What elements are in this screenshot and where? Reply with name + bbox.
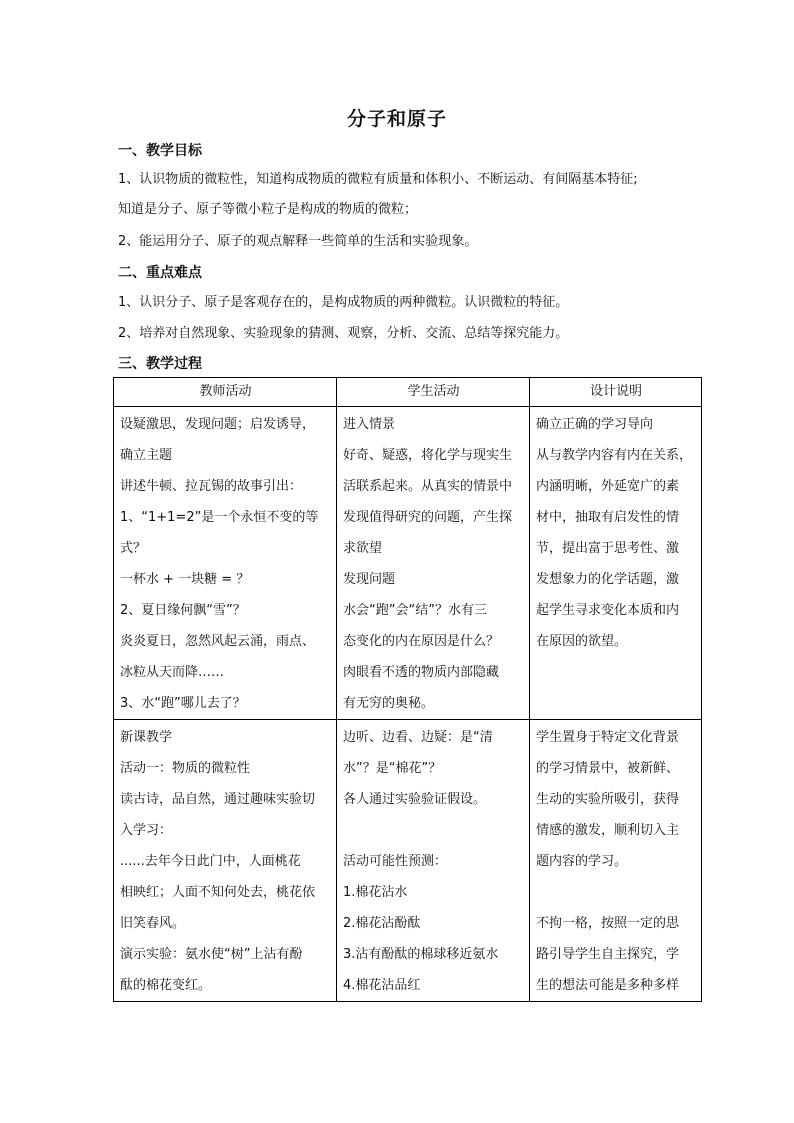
cell-line: 发想象力的化学话题，激 — [536, 572, 680, 587]
header-design-notes: 设计说明 — [530, 378, 702, 407]
cell-line: 发现值得研究的问题，产生探 — [343, 510, 513, 525]
cell-line: 一杯水 + 一块糖 = ？ — [120, 572, 250, 587]
cell-line: 1.棉花沾水 — [343, 885, 408, 900]
objective-line-1: 1、认识物质的微粒性，知道构成物质的微粒有质量和体积小、不断运动、有间隔基本特征; — [118, 172, 638, 187]
table-row — [114, 407, 702, 720]
key-point-line-1: 1、认识分子、原子是客观存在的，是构成物质的两种微粒。认识微粒的特征。 — [118, 295, 569, 310]
cell-line: 旧笑春风。 — [120, 916, 186, 931]
cell-line: ......去年今日此门中，人面桃花 — [120, 854, 301, 869]
header-teacher-activity: 教师活动 — [114, 378, 337, 407]
objective-line-2: 知道是分子、原子等微小粒子是构成的物质的微粒； — [118, 202, 418, 217]
teaching-process-table — [113, 377, 702, 1002]
cell-line: 学生置身于特定文化背景 — [536, 730, 680, 745]
table-header-row — [114, 378, 702, 407]
cell-line: 入学习： — [120, 823, 173, 838]
cell-line: 生的想法可能是多种多样 — [536, 978, 680, 993]
cell-line: 活联系起来。从真实的情景中 — [343, 479, 513, 494]
cell-line: 新课教学 — [120, 730, 173, 745]
key-point-line-2: 2、培养对自然现象、实验现象的猜测、观察，分析、交流、总结等探究能力。 — [118, 326, 569, 341]
cell-line: 起学生寻求变化本质和内 — [536, 603, 680, 618]
cell-line: 情感的激发，顺利切入主 — [536, 823, 680, 838]
cell-line: 不拘一格，按照一定的思 — [536, 916, 680, 931]
design-notes-cell — [530, 407, 702, 720]
cell-line: 3.沾有酚酞的棉球移近氨水 — [343, 947, 499, 962]
cell-line: 2.棉花沾酚酞 — [343, 916, 421, 931]
cell-line: 设疑激思，发现问题；启发诱导， — [120, 417, 316, 432]
cell-line: 在原因的欲望。 — [536, 634, 628, 649]
cell-line: 2、夏日缘何飘“雪”？ — [120, 603, 246, 618]
cell-line: 题内容的学习。 — [536, 854, 628, 869]
cell-line: 冰粒从天而降…… — [120, 665, 225, 680]
cell-line: 式？ — [120, 541, 147, 556]
cell-line: 水”？是“棉花”？ — [343, 761, 442, 776]
objective-line-3: 2、能运用分子、原子的观点解释一些简单的生活和实验现象。 — [118, 234, 478, 249]
cell-line: 相映红；人面不知何处去，桃花依 — [120, 885, 316, 900]
cell-line: 进入情景 — [343, 417, 396, 432]
cell-line: 好奇、疑惑，将化学与现实生 — [343, 448, 513, 463]
cell-line: 活动一：物质的微粒性 — [120, 761, 251, 776]
cell-line: 确立正确的学习导向 — [536, 417, 654, 432]
section-heading-objectives: 一、教学目标 — [118, 143, 202, 159]
cell-line: 态变化的内在原因是什么？ — [343, 634, 500, 649]
blank-line — [536, 877, 696, 908]
blank-line — [343, 815, 524, 846]
cell-line: 材中，抽取有启发性的情 — [536, 510, 680, 525]
cell-line: 边听、边看、边疑：是“清 — [343, 730, 493, 745]
cell-line: 有无穷的奥秘。 — [343, 696, 435, 711]
cell-line: 读古诗，品自然，通过趣味实验切 — [120, 792, 316, 807]
cell-line: 演示实验：氨水使“树”上沾有酚 — [120, 947, 303, 962]
cell-line: 4.棉花沾品红 — [343, 978, 421, 993]
cell-line: 内涵明晰，外延宽广的素 — [536, 479, 680, 494]
student-activity-cell — [337, 720, 530, 1002]
header-student-activity: 学生活动 — [337, 378, 530, 407]
table-row — [114, 720, 702, 1002]
cell-line: 发现问题 — [343, 572, 396, 587]
document-title: 分子和原子 — [346, 108, 447, 130]
cell-line: 确立主题 — [120, 448, 173, 463]
cell-line: 1、“1+1=2”是一个永恒不变的等 — [120, 510, 319, 525]
design-notes-cell — [530, 720, 702, 1002]
cell-line: 各人通过实验验证假设。 — [343, 792, 487, 807]
cell-line: 生动的实验所吸引，获得 — [536, 792, 680, 807]
cell-line: 3、水“跑”哪儿去了？ — [120, 696, 246, 711]
teacher-activity-cell — [114, 407, 337, 720]
cell-line: 从与教学内容有内在关系， — [536, 448, 693, 463]
cell-line: 水会“跑”会“结”？水有三 — [343, 603, 487, 618]
student-activity-cell — [337, 407, 530, 720]
cell-line: 节，提出富于思考性、激 — [536, 541, 680, 556]
cell-line: 肉眼看不透的物质内部隐藏 — [343, 665, 500, 680]
cell-line: 炎炎夏日，忽然风起云涌，雨点、 — [120, 634, 316, 649]
cell-line: 酞的棉花变红。 — [120, 978, 212, 993]
cell-line: 讲述牛顿、拉瓦锡的故事引出： — [120, 479, 303, 494]
section-heading-key-points: 二、重点难点 — [118, 265, 202, 281]
cell-line: 活动可能性预测： — [343, 854, 448, 869]
cell-line: 路引导学生自主探究，学 — [536, 947, 680, 962]
cell-line: 求欲望 — [343, 541, 383, 556]
teacher-activity-cell — [114, 720, 337, 1002]
cell-line: 的学习情景中，被新鲜、 — [536, 761, 680, 776]
section-heading-process: 三、教学过程 — [118, 356, 202, 372]
